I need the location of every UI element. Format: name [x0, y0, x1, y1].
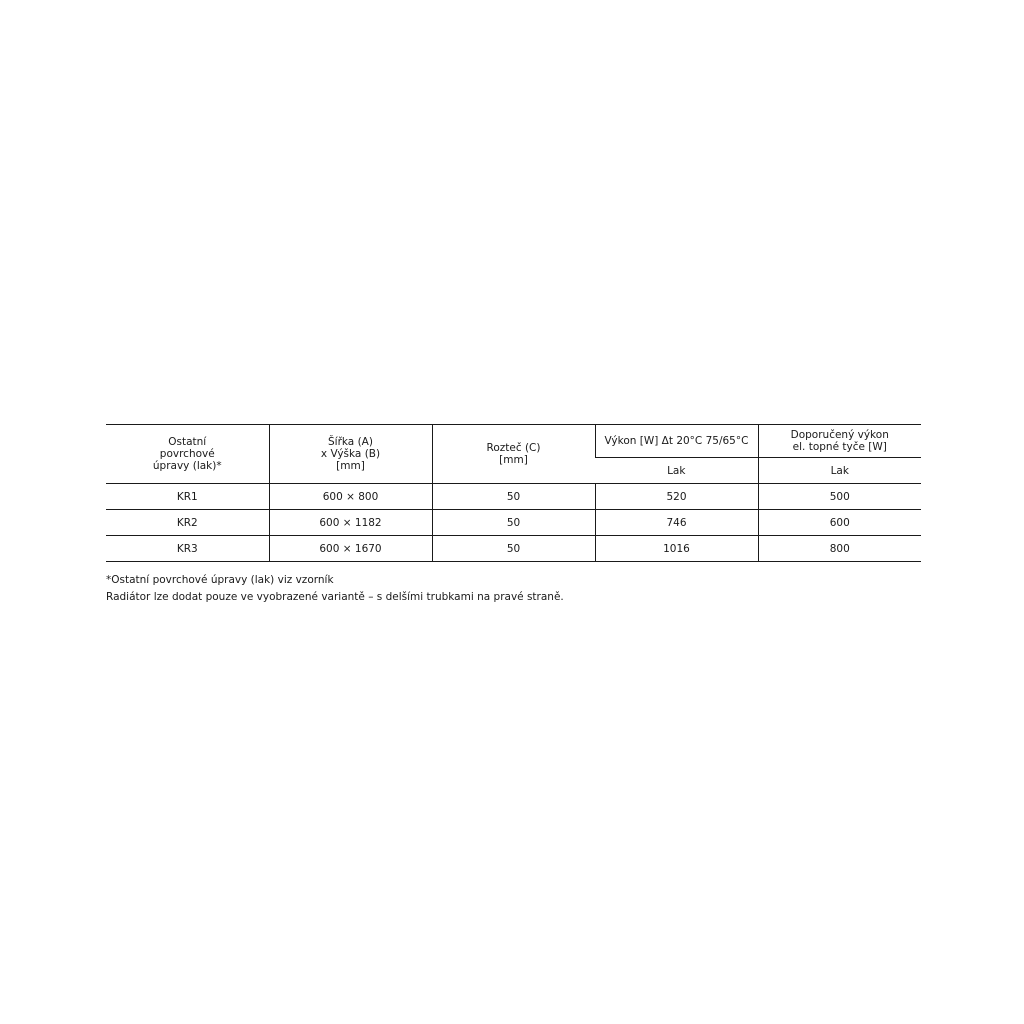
footnotes	[106, 572, 564, 606]
cell-model: KR1	[106, 484, 269, 510]
subheader-heating-rod-lak: Lak	[758, 458, 921, 484]
header-dimensions: Šířka (A) x Výška (B) [mm]	[269, 425, 432, 484]
cell-spacing: 50	[432, 510, 595, 536]
table-row	[106, 536, 921, 562]
cell-heating-rod: 500	[758, 484, 921, 510]
cell-output: 520	[595, 484, 758, 510]
cell-spacing: 50	[432, 484, 595, 510]
cell-model: KR2	[106, 510, 269, 536]
subheader-output-lak: Lak	[595, 458, 758, 484]
table-row	[106, 484, 921, 510]
cell-output: 1016	[595, 536, 758, 562]
cell-heating-rod: 800	[758, 536, 921, 562]
table-row	[106, 510, 921, 536]
cell-model: KR3	[106, 536, 269, 562]
header-heating-rod: Doporučený výkon el. topné tyče [W]	[758, 425, 921, 458]
cell-dimensions: 600 × 1670	[269, 536, 432, 562]
cell-spacing: 50	[432, 536, 595, 562]
table-header-row	[106, 425, 921, 458]
footnote-finish: *Ostatní povrchové úpravy (lak) viz vzorník	[106, 574, 334, 586]
header-finish: Ostatní povrchové úpravy (lak)*	[106, 425, 269, 484]
footnote-variant: Radiátor lze dodat pouze ve vyobrazené variantě – s delšími trubkami na pravé straně.	[106, 591, 564, 603]
header-output: Výkon [W] Δt 20°C 75/65°C	[595, 425, 758, 458]
cell-dimensions: 600 × 800	[269, 484, 432, 510]
header-spacing: Rozteč (C) [mm]	[432, 425, 595, 484]
cell-output: 746	[595, 510, 758, 536]
cell-dimensions: 600 × 1182	[269, 510, 432, 536]
cell-heating-rod: 600	[758, 510, 921, 536]
spec-table	[106, 424, 921, 562]
